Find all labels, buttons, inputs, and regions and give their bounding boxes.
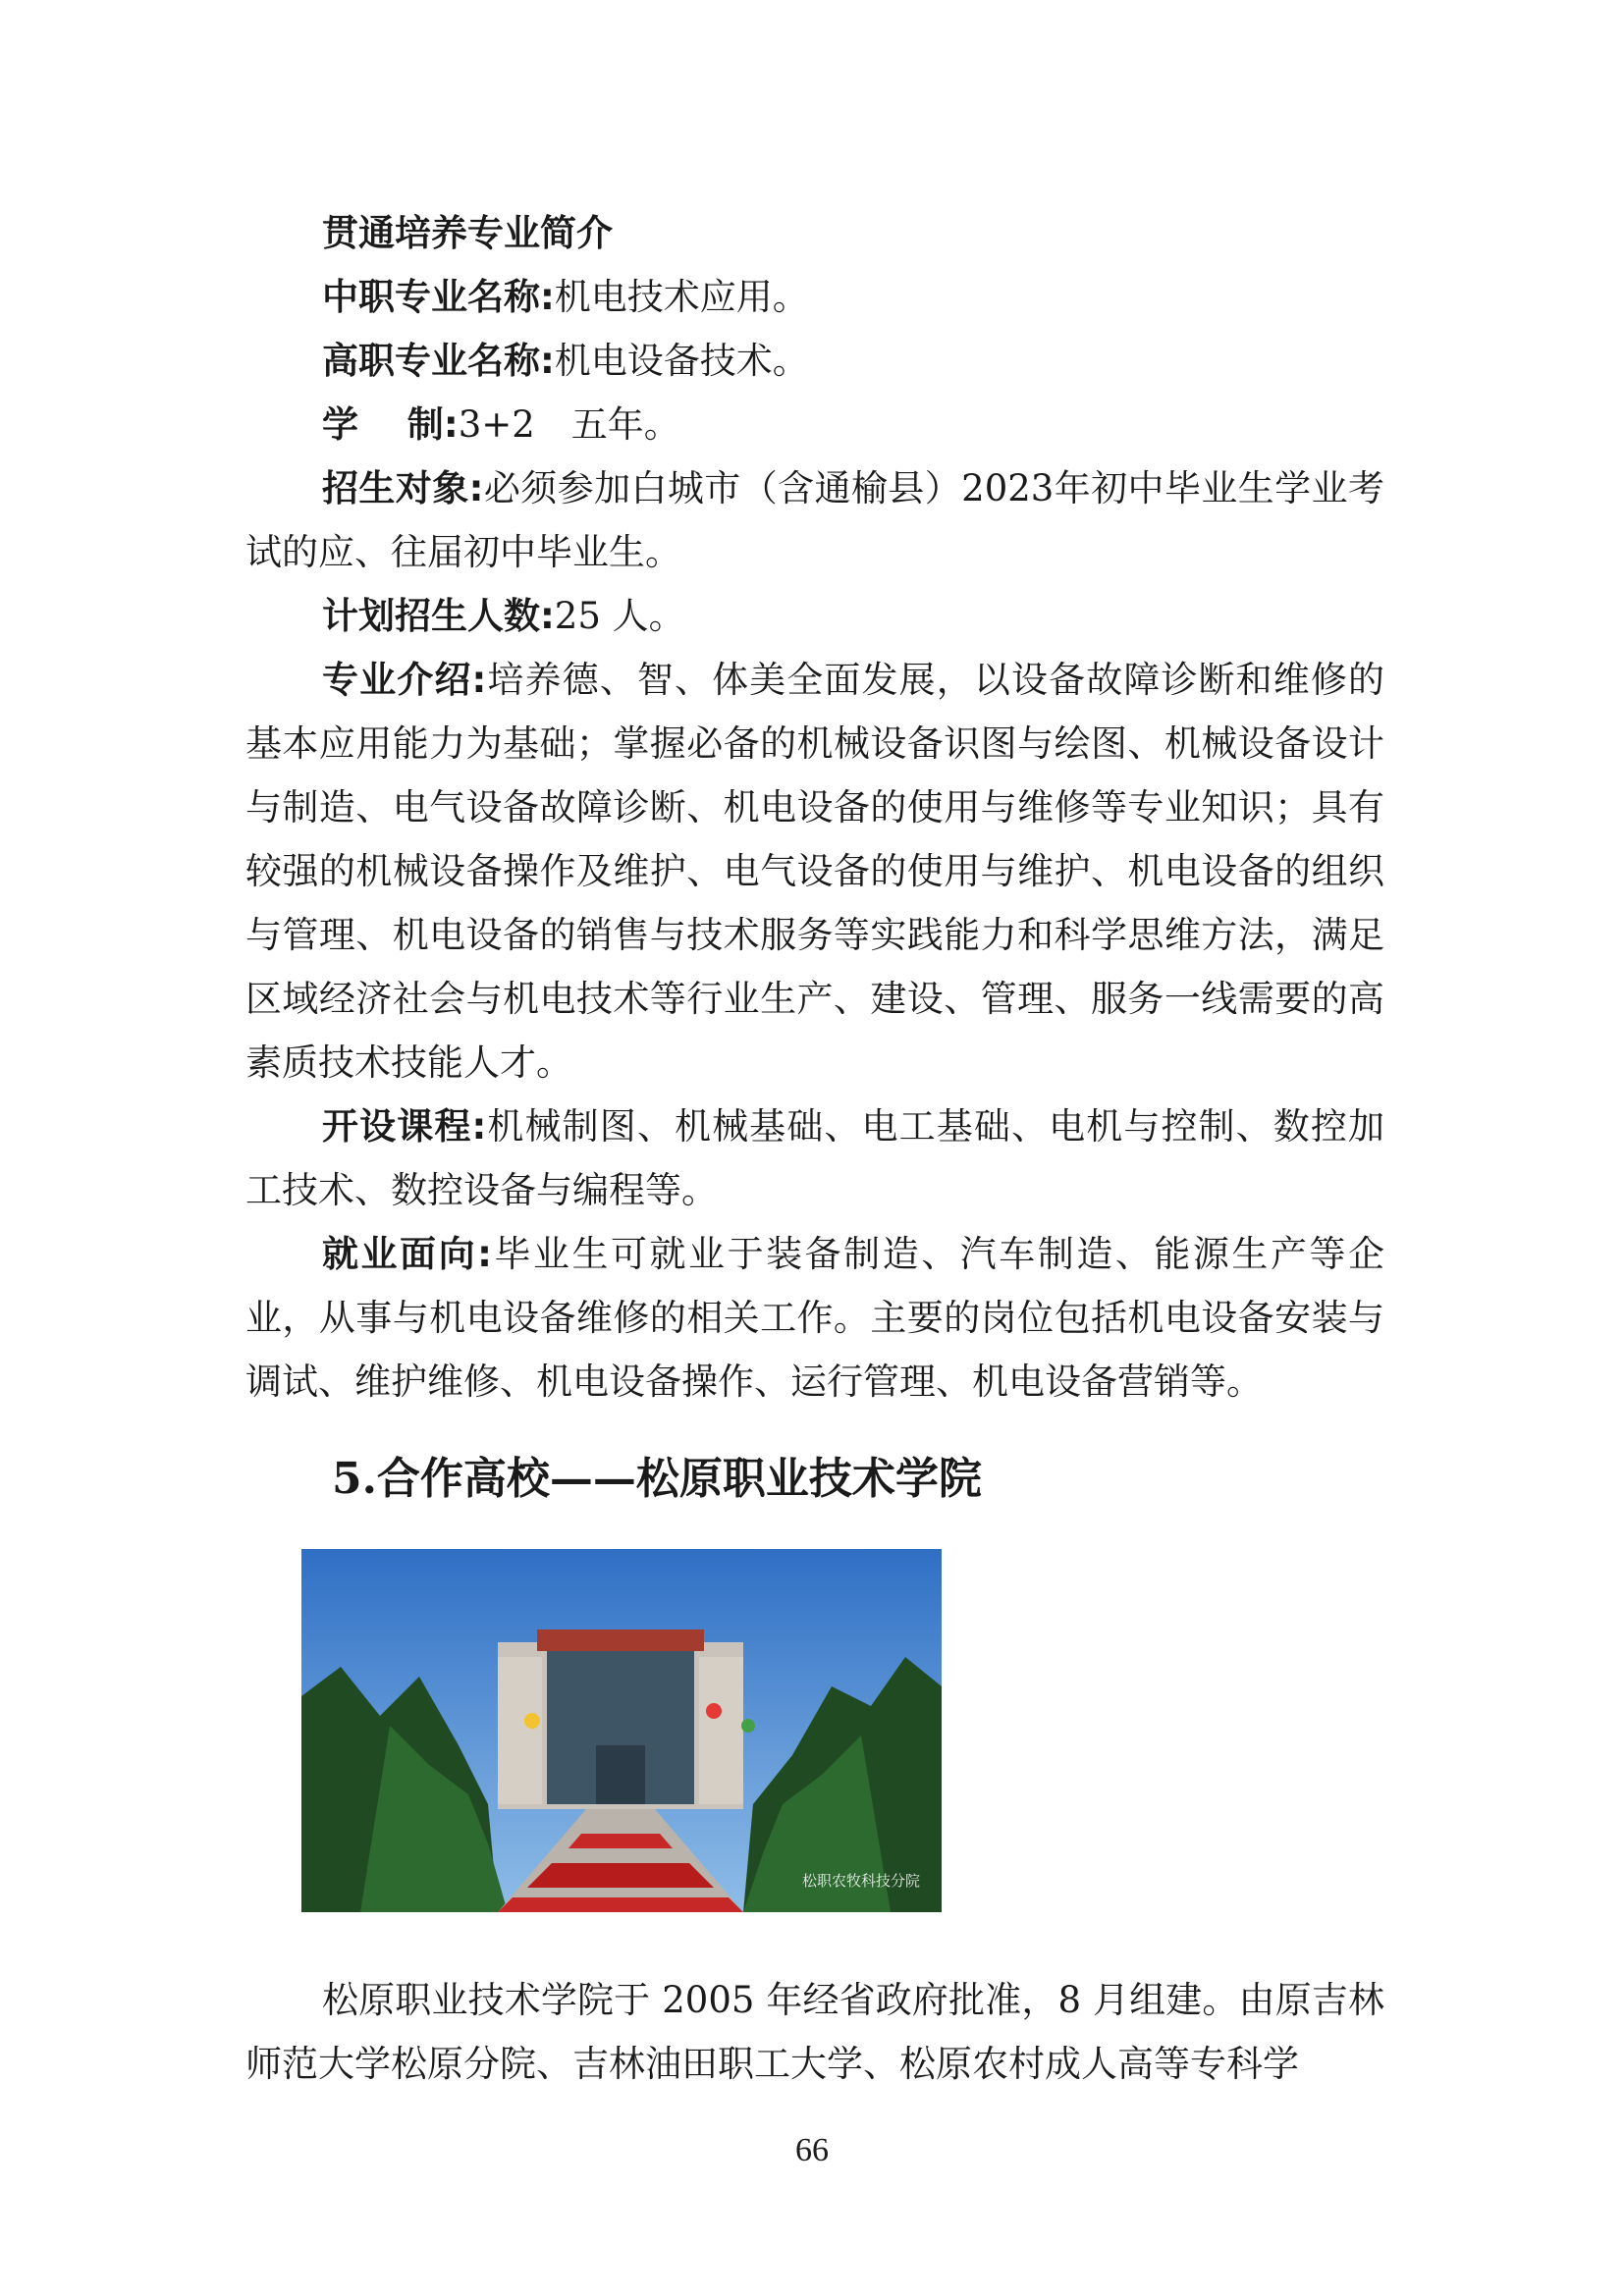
employment-label: 就业面向: [322,1233,492,1275]
secondary-major-label: 中职专业名称: [322,276,555,318]
college-intro [245,1968,1384,2096]
employment-paragraph [245,1222,1384,1414]
target-value: 必须参加白城市（含通榆县）2023年初中毕业生学业考试的应、往届初中毕业生。 [245,467,1384,573]
photo-watermark: 松职农牧科技分院 [801,1872,920,1890]
higher-major-value: 机电设备技术。 [554,340,809,382]
intro-title: 贯通培养专业简介 [322,212,613,254]
courses-label: 开设课程: [322,1105,487,1148]
courses-value: 机械制图、机械基础、电工基础、电机与控制、数控加工技术、数控设备与编程等。 [245,1105,1385,1211]
program-intro [245,201,1384,1414]
page-number: 66 [795,2132,829,2168]
campus-photo-illustration [301,1549,942,1912]
intro-value: 培养德、智、体美全面发展，以设备故障诊断和维修的基本应用能力为基础；掌握必备的机械设备识图与绘图、机械设备设计与制造、电气设备故障诊断、机电设备的使用与维修等专业知识；具有较强的机械设备操作及维护、电气设备的使用与维护、机电设备的组织与管理、机电设备的销售与技术服务等实践能力和科学思维方法，满足区域经济社会与机电技术等行业生产、建设、管理、服务一线需要的高素质技术技能人才。 [245,659,1385,1084]
system-label: 学 制: [322,403,459,446]
system-value: 3+2 五年。 [458,403,680,446]
higher-major-label: 高职专业名称: [322,340,555,382]
secondary-major-value: 机电技术应用。 [554,276,809,318]
section-heading: 5.合作高校——松原职业技术学院 [332,1454,982,1504]
system-line [245,393,1384,456]
campus-photo [301,1549,942,1912]
plan-value: 25 人。 [554,595,685,637]
secondary-major-line [245,265,1384,329]
employment-value: 毕业生可就业于装备制造、汽车制造、能源生产等企业，从事与机电设备维修的相关工作。主要的岗位包括机电设备安装与调试、维护维修、机电设备操作、运行管理、机电设备营销等。 [245,1233,1385,1403]
target-label: 招生对象: [322,467,484,509]
college-paragraph: 松原职业技术学院于 2005 年经省政府批准，8 月组建。由原吉林师范大学松原分院、吉林油田职工大学、松原农村成人高等专科学 [245,1979,1384,2085]
plan-line [245,584,1384,648]
intro-label: 专业介绍: [322,659,487,701]
intro-paragraph [245,648,1384,1095]
higher-major-line [245,329,1384,393]
plan-label: 计划招生人数: [322,595,555,637]
target-line [245,456,1384,584]
courses-paragraph [245,1095,1384,1222]
